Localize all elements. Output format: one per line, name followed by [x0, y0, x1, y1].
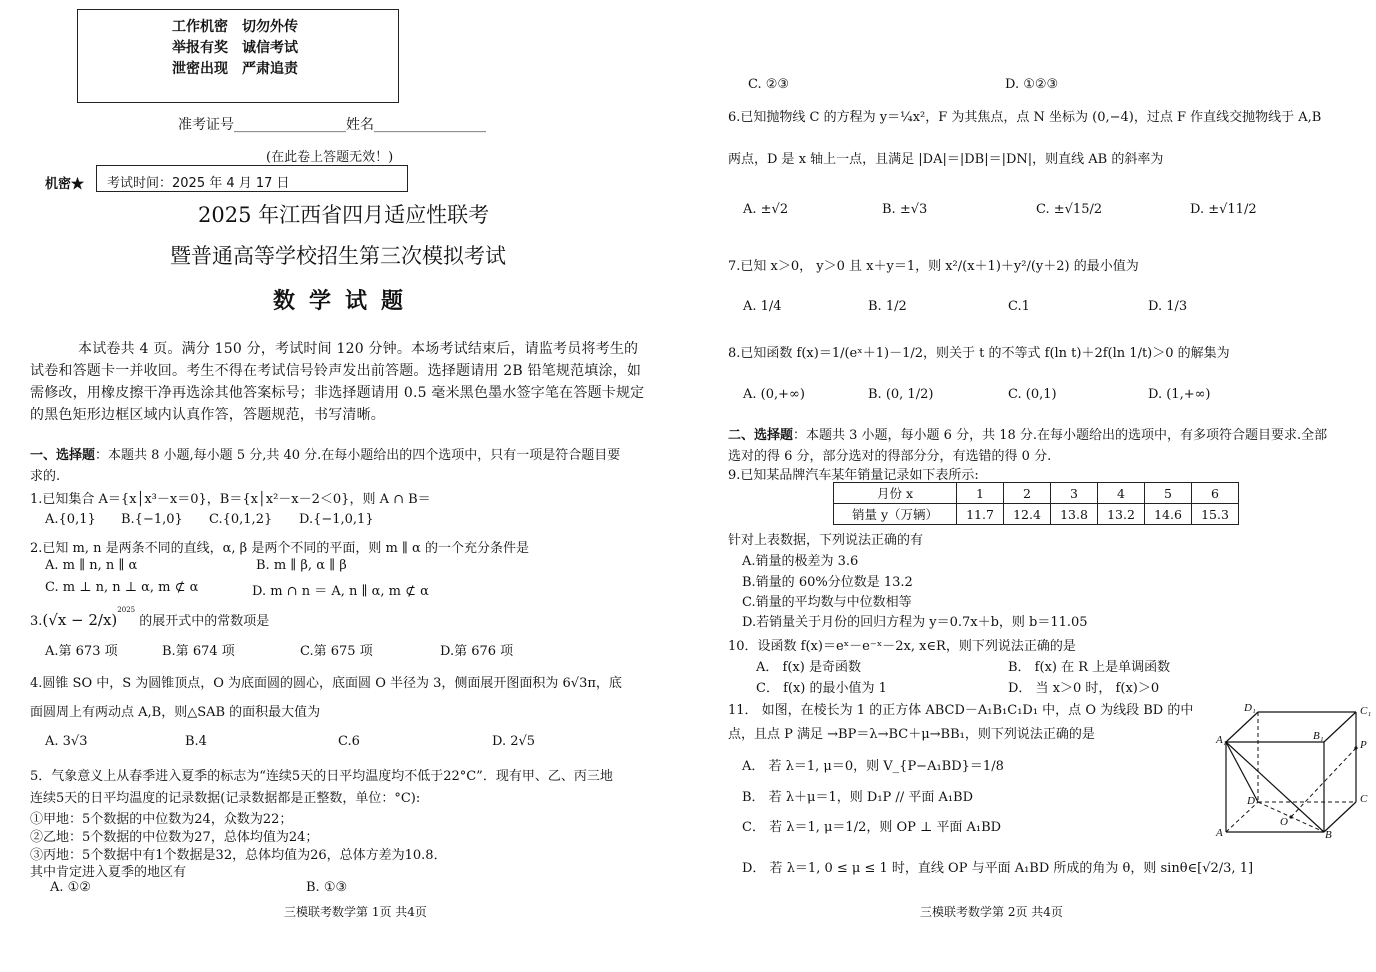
q6-option-b: B. ±√3 — [882, 202, 928, 217]
sales-table — [833, 482, 1239, 525]
q11-option-c: C． 若 λ＝1, μ＝1/2，则 OP ⊥ 平面 A₁BD — [742, 820, 1002, 835]
cube-label: A₁ — [1216, 734, 1227, 746]
confidential-line-2: 举报有奖 诚信考试 — [172, 40, 298, 56]
section1-heading-cont: 求的. — [30, 469, 61, 484]
table-header-month: 月份 x — [834, 483, 957, 504]
page2-footer: 三模联考数学第 2页 共4页 — [920, 905, 1063, 919]
q11-option-a: A． 若 λ＝1, μ＝0，则 V_{P−A₁BD}＝1/8 — [742, 759, 1004, 774]
table-cell: 12.4 — [1004, 504, 1051, 525]
table-cell: 3 — [1051, 483, 1098, 504]
exam-time: 考试时间：2025 年 4 月 17 日 — [107, 176, 290, 191]
q9-option-a: A.销量的极差为 3.6 — [742, 554, 859, 569]
exam-instructions: 本试卷共 4 页。满分 150 分，考试时间 120 分钟。本场考试结束后，请监考员将考生的试卷和答题卡一并收回。考生不得在考试信号铃声发出前答题。选择题请用 2B 铅笔规范填涂，如需修改，用橡皮擦干净再选涂其他答案标号；非选择题请用 0.5 毫米黑色墨水签字笔在答题卡规定的黑色矩形边框区域内认真作答，答题规范，书写清晰。 — [30, 341, 645, 423]
question-4-line-1: 4.圆锥 SO 中，S 为圆锥顶点，O 为底面圆的圆心，底面圆 O 半径为 3，侧面展开图面积为 6√3π，底 — [30, 676, 622, 691]
q7-option-c: C.1 — [1008, 299, 1030, 314]
question-7: 7.已知 x＞0， y＞0 且 x＋y＝1，则 x²/(x＋1)＋y²/(y＋2) 的最小值为 — [728, 259, 1139, 274]
q3-option-c: C.第 675 项 — [300, 644, 373, 659]
q3-option-b: B.第 674 项 — [162, 644, 235, 659]
q2-option-a: A. m ∥ n, n ∥ α — [45, 558, 138, 573]
q2-option-c: C. m ⊥ n, n ⊥ α, m ⊄ α — [45, 580, 199, 595]
cube-label: D₁ — [1244, 702, 1256, 714]
q3-option-a: A.第 673 项 — [45, 644, 118, 659]
q5-option-a: A. ①② — [50, 880, 91, 895]
table-header-sales: 销量 y（万辆） — [834, 504, 957, 525]
ticket-name-line: 准考证号________________姓名________________ — [178, 117, 486, 133]
q10-option-c: C． f(x) 的最小值为 1 — [756, 681, 887, 696]
q8-option-b: B. (0, 1/2) — [868, 387, 934, 402]
q9-option-d: D.若销量关于月份的回归方程为 y＝0.7x＋b，则 b＝11.05 — [742, 615, 1088, 630]
title-line-1: 2025 年江西省四月适应性联考 — [198, 203, 490, 227]
table-row — [834, 483, 1239, 504]
cube-label: P — [1360, 739, 1367, 751]
q5-item-3: ③丙地：5个数据中有1个数据是32，总体均值为26，总体方差为10.8． — [30, 848, 447, 863]
q5-item-1: ①甲地：5个数据的中位数为24，众数为22； — [30, 812, 293, 827]
table-cell: 1 — [957, 483, 1004, 504]
question-8: 8.已知函数 f(x)＝1/(eˣ＋1)－1/2，则关于 t 的不等式 f(ln t)＋2f(ln 1/t)＞0 的解集为 — [728, 346, 1230, 361]
q4-option-d: D. 2√5 — [492, 734, 536, 749]
question-9: 9.已知某品牌汽车某年销量记录如下表所示: — [728, 468, 979, 483]
cube-label: O — [1280, 816, 1288, 828]
question-11-line-1: 11． 如图，在棱长为 1 的正方体 ABCD－A₁B₁C₁D₁ 中，点 O 为线段 BD 的中 — [728, 703, 1194, 718]
question-6-line-1: 6.已知抛物线 C 的方程为 y＝¼x²，F 为其焦点，点 N 坐标为 (0,−4)，过点 F 作直线交抛物线于 A,B — [728, 110, 1322, 125]
cube-label: C₁ — [1360, 705, 1372, 717]
q11-option-d: D． 若 λ＝1, 0 ≤ μ ≤ 1 时，直线 OP 与平面 A₁BD 所成的角为 θ，则 sinθ∈[√2/3, 1] — [742, 861, 1254, 876]
q9-option-b: B.销量的 60%分位数是 13.2 — [742, 575, 913, 590]
page1-footer: 三模联考数学第 1页 共4页 — [284, 905, 427, 919]
q8-option-c: C. (0,1) — [1008, 387, 1057, 402]
q1-option-d: D.{−1,0,1} — [299, 512, 374, 527]
confidential-line-3: 泄密出现 严肃追责 — [172, 61, 298, 77]
cube-label: B — [1325, 829, 1332, 841]
question-6-line-2: 两点，D 是 x 轴上一点，且满足 |DA|＝|DB|＝|DN|，则直线 AB 的斜率为 — [728, 152, 1164, 167]
q1-option-b: B.{−1,0} — [121, 512, 183, 527]
table-cell: 13.8 — [1051, 504, 1098, 525]
confidential-line-1: 工作机密 切勿外传 — [172, 19, 298, 35]
q4-option-a: A. 3√3 — [45, 734, 88, 749]
table-cell: 6 — [1192, 483, 1239, 504]
q5-option-d: D. ①②③ — [1005, 77, 1059, 92]
q9-ask: 针对上表数据，下列说法正确的有 — [728, 533, 924, 548]
q3-option-d: D.第 676 项 — [440, 644, 514, 659]
table-cell: 13.2 — [1098, 504, 1145, 525]
question-10: 10．设函数 f(x)＝eˣ－e⁻ˣ－2x, x∈R，则下列说法正确的是 — [728, 639, 1076, 654]
q2-option-b: B. m ∥ β, α ∥ β — [256, 558, 347, 573]
q6-option-d: D. ±√11/2 — [1190, 202, 1257, 217]
question-5-line-1: 5．气象意义上从春季进入夏季的标志为“连续5天的日平均温度均不低于22°C”．现有甲、乙、丙三地 — [30, 769, 613, 784]
question-11-line-2: 点，且点 P 满足 →BP＝λ→BC＋μ→BB₁，则下列说法正确的是 — [728, 727, 1095, 742]
invalid-note: (在此卷上答题无效！) — [266, 150, 394, 165]
question-4-line-2: 面圆周上有两动点 A,B，则△SAB 的面积最大值为 — [30, 705, 321, 720]
table-cell: 5 — [1145, 483, 1192, 504]
table-cell: 4 — [1098, 483, 1145, 504]
cube-label: C — [1360, 793, 1368, 805]
table-cell: 2 — [1004, 483, 1051, 504]
table-cell: 15.3 — [1192, 504, 1239, 525]
q6-option-a: A. ±√2 — [743, 202, 789, 217]
section1-heading: 一、选择题：本题共 8 小题,每小题 5 分,共 40 分.在每小题给出的四个选项中，只有一项是符合题目要 — [30, 448, 621, 463]
q8-option-a: A. (0,+∞) — [743, 387, 805, 402]
q11-option-b: B． 若 λ＋μ＝1，则 D₁P // 平面 A₁BD — [742, 790, 974, 805]
cube-label: A — [1216, 827, 1223, 839]
section2-heading-cont: 选对的得 6 分，部分选对的得部分分，有选错的得 0 分. — [728, 449, 1052, 464]
table-cell: 14.6 — [1145, 504, 1192, 525]
question-2: 2.已知 m, n 是两条不同的直线，α, β 是两个不同的平面，则 m ∥ α 的一个充分条件是 — [30, 541, 529, 556]
q7-option-a: A. 1/4 — [743, 299, 782, 314]
cube-label: B₁ — [1313, 730, 1324, 742]
q5-ask: 其中肯定进入夏季的地区有 — [30, 865, 187, 880]
question-1: 1.已知集合 A＝{x│x³－x＝0}，B＝{x│x²－x－2＜0}，则 A ∩ B＝ — [30, 492, 431, 507]
table-cell: 11.7 — [957, 504, 1004, 525]
question-3: $3.(√x - 2/x)^{2025}$ 的展开式中的常数项是 — [30, 605, 270, 629]
q1-option-c: C.{0,1,2} — [209, 512, 273, 527]
q4-option-b: B.4 — [185, 734, 207, 749]
title-line-2: 暨普通高等学校招生第三次模拟考试 — [170, 244, 506, 268]
q10-option-b: B． f(x) 在 R 上是单调函数 — [1008, 660, 1171, 675]
question-5-line-2: 连续5天的日平均温度的记录数据(记录数据都是正整数，单位：°C): — [30, 791, 421, 806]
cube-figure — [1212, 698, 1376, 848]
q9-option-c: C.销量的平均数与中位数相等 — [742, 595, 912, 610]
q4-option-c: C.6 — [338, 734, 360, 749]
q6-option-c: C. ±√15/2 — [1036, 202, 1103, 217]
cube-label: D — [1247, 795, 1255, 807]
q10-option-a: A． f(x) 是奇函数 — [756, 660, 861, 675]
q7-option-d: D. 1/3 — [1148, 299, 1188, 314]
q1-option-a: A.{0,1} — [45, 512, 96, 527]
q10-option-d: D． 当 x＞0 时， f(x)＞0 — [1008, 681, 1160, 696]
table-row — [834, 504, 1239, 525]
secret-mark: 机密★ — [45, 177, 85, 192]
q5-item-2: ②乙地：5个数据的中位数为27，总体均值为24； — [30, 830, 319, 845]
q5-option-c: C. ②③ — [748, 77, 790, 92]
q7-option-b: B. 1/2 — [868, 299, 907, 314]
q8-option-d: D. (1,+∞) — [1148, 387, 1211, 402]
q5-option-b: B. ①③ — [306, 880, 348, 895]
q2-option-d: D. m ∩ n ＝ A, n ∥ α, m ⊄ α — [252, 584, 429, 599]
page-title: 数学试题 — [273, 289, 418, 314]
section2-heading: 二、选择题：本题共 3 小题，每小题 6 分，共 18 分.在每小题给出的选项中，有多项符合题目要求.全部 — [728, 428, 1328, 443]
